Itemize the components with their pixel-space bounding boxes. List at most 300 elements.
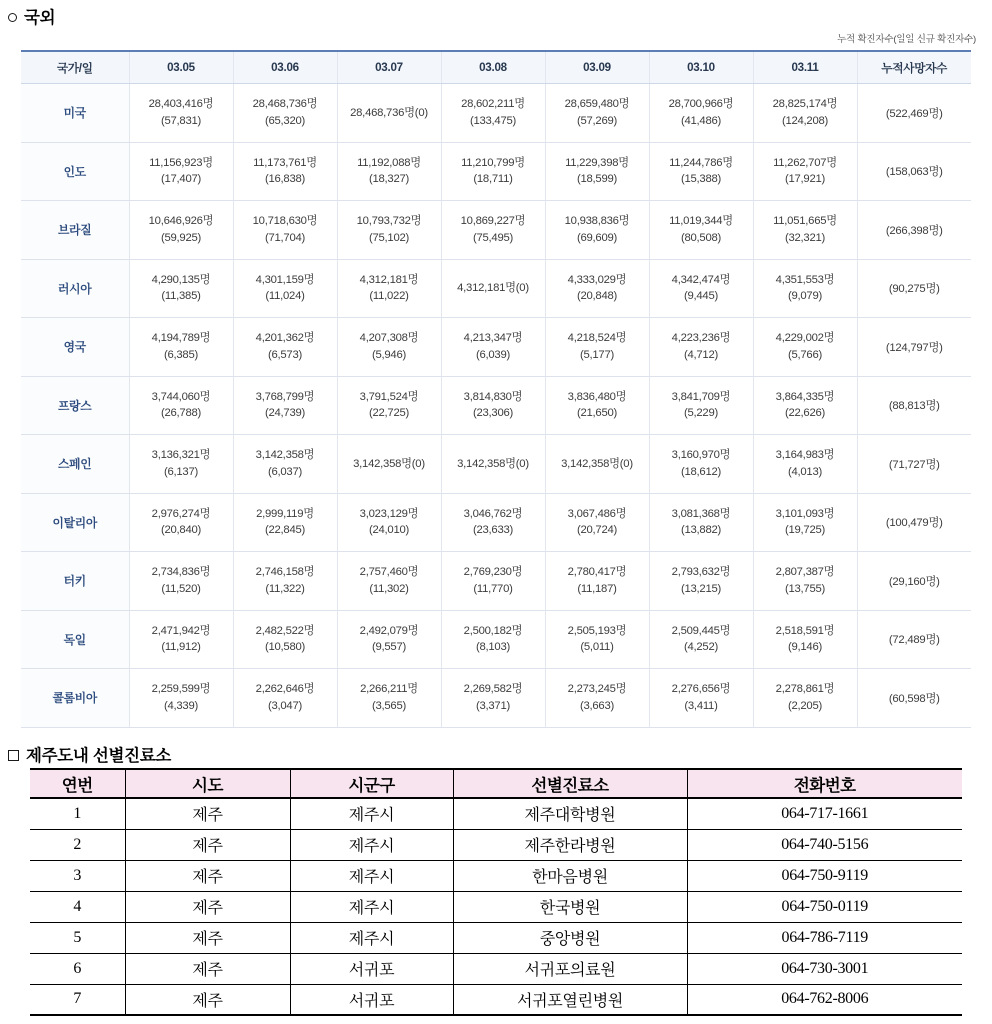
case-count-cell — [233, 318, 337, 377]
new-cases: (5,177) — [579, 348, 615, 361]
country-name-cell: 이탈리아 — [21, 493, 129, 552]
case-count-cell — [753, 201, 857, 260]
new-cases: (57,831) — [160, 114, 202, 127]
case-count-cell — [129, 610, 233, 669]
new-cases: (9,557) — [371, 641, 407, 654]
new-cases: (11,385) — [161, 290, 201, 303]
new-cases: (4,013) — [787, 465, 823, 478]
cumulative-cases: 4,342,474명 — [671, 273, 731, 286]
clinic-sido-cell: 제주 — [125, 860, 290, 891]
new-cases: (5,766) — [787, 348, 823, 361]
cumulative-cases: 10,869,227명 — [460, 215, 526, 228]
new-cases: (75,495) — [472, 231, 514, 244]
cumulative-cases: 3,081,368명 — [671, 507, 731, 520]
square-bullet-icon — [8, 750, 19, 761]
new-cases: (19,725) — [784, 524, 826, 537]
case-count-cell — [649, 435, 753, 494]
case-count-cell — [337, 552, 441, 611]
clinic-name-cell: 중앙병원 — [453, 922, 687, 953]
case-count-cell — [233, 493, 337, 552]
case-count-cell — [649, 259, 753, 318]
clinic-no-cell: 6 — [30, 953, 125, 984]
table-row — [30, 891, 962, 922]
cumulative-cases: 11,192,088명 — [357, 156, 421, 169]
country-name-cell: 브라질 — [21, 201, 129, 260]
clinic-sigungu-cell: 서귀포 — [290, 984, 453, 1015]
cumulative-cases: 4,218,524명 — [567, 332, 627, 345]
overseas-table-body — [21, 84, 971, 728]
case-count-cell — [129, 435, 233, 494]
new-cases: (18,612) — [680, 465, 722, 478]
column-header-0311: 03.11 — [753, 51, 857, 84]
case-count-cell — [233, 669, 337, 728]
table-row — [21, 376, 971, 435]
cumulative-cases: 4,213,347명 — [463, 332, 523, 345]
cumulative-cases: 2,505,193명 — [567, 624, 627, 637]
case-count-cell — [753, 142, 857, 201]
table-row — [21, 435, 971, 494]
clinic-sigungu-cell: 제주시 — [290, 860, 453, 891]
case-count-cell — [337, 201, 441, 260]
new-cases: (6,385) — [163, 348, 199, 361]
case-count-cell — [441, 142, 545, 201]
cumulative-deaths-cell: (90,275명) — [857, 259, 971, 318]
cumulative-cases-inline: 3,142,358명(0) — [353, 457, 425, 470]
cumulative-cases: 2,262,646명 — [255, 683, 315, 696]
new-cases: (41,486) — [680, 114, 722, 127]
column-header-0309: 03.09 — [545, 51, 649, 84]
new-cases: (9,445) — [683, 290, 719, 303]
cumulative-deaths-cell: (124,797명) — [857, 318, 971, 377]
country-name-cell: 프랑스 — [21, 376, 129, 435]
new-cases: (4,339) — [163, 699, 199, 712]
cumulative-cases: 28,700,966명 — [668, 98, 734, 111]
cumulative-cases: 2,757,460명 — [359, 566, 419, 579]
case-count-cell — [753, 552, 857, 611]
case-count-cell — [649, 610, 753, 669]
table-row — [21, 201, 971, 260]
cumulative-cases: 11,156,923명 — [149, 156, 213, 169]
new-cases: (16,838) — [264, 173, 306, 186]
column-header-0306: 03.06 — [233, 51, 337, 84]
country-name-cell: 러시아 — [21, 259, 129, 318]
cumulative-cases: 4,290,135명 — [151, 273, 211, 286]
new-cases: (21,650) — [576, 407, 618, 420]
new-cases: (13,215) — [680, 582, 722, 595]
case-count-cell — [129, 84, 233, 143]
cumulative-cases: 2,492,079명 — [359, 624, 419, 637]
new-cases: (124,208) — [781, 114, 829, 127]
case-count-cell — [545, 552, 649, 611]
overseas-heading-label: 국외 — [24, 9, 56, 27]
cumulative-cases: 2,276,656명 — [671, 683, 731, 696]
cumulative-cases: 3,836,480명 — [567, 390, 627, 403]
new-cases: (20,724) — [576, 524, 618, 537]
cumulative-cases: 2,999,119명 — [256, 507, 314, 520]
clinic-no-cell: 4 — [30, 891, 125, 922]
cumulative-cases: 4,312,181명 — [359, 273, 419, 286]
new-cases: (69,609) — [576, 231, 618, 244]
cumulative-cases: 11,173,761명 — [253, 156, 317, 169]
country-name-cell: 터키 — [21, 552, 129, 611]
cumulative-cases: 3,864,335명 — [775, 390, 835, 403]
cumulative-cases: 3,768,799명 — [255, 390, 315, 403]
cumulative-cases: 3,136,321명 — [151, 449, 211, 462]
new-cases: (80,508) — [680, 231, 722, 244]
clinic-no-cell: 2 — [30, 829, 125, 860]
column-header-country: 국가/일 — [21, 51, 129, 84]
cumulative-cases: 28,659,480명 — [564, 98, 630, 111]
case-count-cell — [649, 669, 753, 728]
clinic-no-cell: 1 — [30, 798, 125, 829]
case-count-cell — [649, 84, 753, 143]
case-count-cell — [649, 493, 753, 552]
new-cases: (5,946) — [371, 348, 407, 361]
cumulative-cases: 2,518,591명 — [775, 624, 835, 637]
table-row — [21, 669, 971, 728]
case-count-cell — [649, 201, 753, 260]
cumulative-cases: 2,269,582명 — [463, 683, 523, 696]
table-row — [30, 860, 962, 891]
new-cases: (11,022) — [369, 290, 409, 303]
new-cases: (3,663) — [579, 699, 615, 712]
case-count-cell — [545, 435, 649, 494]
cumulative-deaths-cell: (522,469명) — [857, 84, 971, 143]
new-cases: (11,322) — [265, 582, 305, 595]
case-count-cell — [337, 669, 441, 728]
new-cases: (15,388) — [680, 173, 722, 186]
clinic-no-cell: 7 — [30, 984, 125, 1015]
clinic-sido-cell: 제주 — [125, 922, 290, 953]
clinic-name-cell: 서귀포열린병원 — [453, 984, 687, 1015]
case-count-cell — [441, 376, 545, 435]
case-count-cell — [441, 259, 545, 318]
new-cases: (23,633) — [472, 524, 514, 537]
clinic-sigungu-cell: 제주시 — [290, 891, 453, 922]
clinic-no-cell: 3 — [30, 860, 125, 891]
cumulative-cases: 11,244,786명 — [669, 156, 733, 169]
cumulative-cases: 2,807,387명 — [775, 566, 835, 579]
cumulative-cases: 3,101,093명 — [775, 507, 835, 520]
cumulative-cases: 10,938,836명 — [564, 215, 630, 228]
cumulative-cases: 28,825,174명 — [772, 98, 838, 111]
case-count-cell — [337, 84, 441, 143]
cumulative-cases: 10,793,732명 — [356, 215, 422, 228]
cumulative-cases: 2,482,522명 — [255, 624, 315, 637]
case-count-cell — [545, 259, 649, 318]
cumulative-cases: 2,769,230명 — [463, 566, 523, 579]
case-count-cell — [233, 259, 337, 318]
table-row — [21, 610, 971, 669]
cumulative-cases: 2,793,632명 — [671, 566, 731, 579]
case-count-cell — [753, 669, 857, 728]
new-cases: (11,302) — [369, 582, 409, 595]
cumulative-cases: 2,976,274명 — [151, 507, 211, 520]
case-count-cell — [233, 376, 337, 435]
clinic-sigungu-cell: 제주시 — [290, 798, 453, 829]
new-cases: (24,010) — [368, 524, 410, 537]
country-name-cell: 스페인 — [21, 435, 129, 494]
case-count-cell — [441, 669, 545, 728]
new-cases: (11,912) — [161, 641, 201, 654]
new-cases: (5,011) — [580, 641, 614, 654]
clinic-sigungu-cell: 서귀포 — [290, 953, 453, 984]
country-name-cell: 독일 — [21, 610, 129, 669]
column-header-no: 연번 — [30, 769, 125, 798]
clinic-sido-cell: 제주 — [125, 891, 290, 922]
table-row — [21, 259, 971, 318]
clinic-no-cell: 5 — [30, 922, 125, 953]
cumulative-cases: 10,718,630명 — [252, 215, 318, 228]
case-count-cell — [129, 552, 233, 611]
clinic-phone-cell: 064-786-7119 — [687, 922, 962, 953]
case-count-cell — [129, 493, 233, 552]
new-cases: (22,725) — [368, 407, 410, 420]
new-cases: (4,712) — [683, 348, 719, 361]
cumulative-cases: 11,019,344명 — [669, 215, 733, 228]
clinic-header-row — [30, 769, 962, 798]
case-count-cell — [545, 376, 649, 435]
overseas-table-caption: 누적 확진자수(일일 신규 확진자수) — [837, 34, 976, 45]
column-header-0310: 03.10 — [649, 51, 753, 84]
clinic-table-body — [30, 798, 962, 1015]
cumulative-deaths-cell: (29,160명) — [857, 552, 971, 611]
new-cases: (9,146) — [787, 641, 823, 654]
cumulative-cases: 28,468,736명 — [252, 98, 318, 111]
new-cases: (11,187) — [577, 582, 617, 595]
clinic-phone-cell: 064-750-0119 — [687, 891, 962, 922]
table-row — [30, 798, 962, 829]
cumulative-deaths-cell: (100,479명) — [857, 493, 971, 552]
case-count-cell — [753, 435, 857, 494]
cumulative-cases: 4,194,789명 — [151, 332, 211, 345]
column-header-sigungu: 시군구 — [290, 769, 453, 798]
cumulative-cases: 11,229,398명 — [565, 156, 629, 169]
clinic-name-cell: 제주대학병원 — [453, 798, 687, 829]
clinic-name-cell: 서귀포의료원 — [453, 953, 687, 984]
new-cases: (5,229) — [683, 407, 719, 420]
clinic-name-cell: 한마음병원 — [453, 860, 687, 891]
case-count-cell — [337, 318, 441, 377]
new-cases: (11,024) — [265, 290, 305, 303]
table-row — [21, 142, 971, 201]
case-count-cell — [545, 84, 649, 143]
new-cases: (11,520) — [161, 582, 201, 595]
column-header-cumulative-deaths: 누적사망자수 — [857, 51, 971, 84]
new-cases: (71,704) — [264, 231, 306, 244]
new-cases: (24,739) — [264, 407, 306, 420]
clinic-sigungu-cell: 제주시 — [290, 922, 453, 953]
clinic-sigungu-cell: 제주시 — [290, 829, 453, 860]
new-cases: (3,565) — [371, 699, 407, 712]
cumulative-deaths-cell: (72,489명) — [857, 610, 971, 669]
case-count-cell — [545, 142, 649, 201]
cumulative-cases: 2,746,158명 — [255, 566, 315, 579]
new-cases: (13,755) — [784, 582, 826, 595]
overseas-covid-table — [21, 50, 971, 728]
cumulative-cases: 2,278,861명 — [775, 683, 835, 696]
clinic-sido-cell: 제주 — [125, 798, 290, 829]
overseas-table-container — [21, 50, 971, 728]
case-count-cell — [129, 669, 233, 728]
cumulative-cases: 4,207,308명 — [359, 332, 419, 345]
new-cases: (32,321) — [784, 231, 826, 244]
new-cases: (75,102) — [368, 231, 410, 244]
column-header-clinic-name: 선별진료소 — [453, 769, 687, 798]
cumulative-deaths-cell: (71,727명) — [857, 435, 971, 494]
clinic-phone-cell: 064-717-1661 — [687, 798, 962, 829]
table-row — [30, 829, 962, 860]
cumulative-cases: 3,164,983명 — [775, 449, 835, 462]
new-cases: (17,921) — [784, 173, 826, 186]
table-row — [30, 953, 962, 984]
case-count-cell — [337, 142, 441, 201]
clinic-name-cell: 제주한라병원 — [453, 829, 687, 860]
table-row — [21, 318, 971, 377]
case-count-cell — [753, 493, 857, 552]
cumulative-cases: 10,646,926명 — [148, 215, 214, 228]
case-count-cell — [441, 84, 545, 143]
overseas-section-heading — [8, 4, 55, 28]
cumulative-deaths-cell: (88,813명) — [857, 376, 971, 435]
case-count-cell — [129, 318, 233, 377]
clinic-phone-cell: 064-762-8006 — [687, 984, 962, 1015]
case-count-cell — [337, 376, 441, 435]
cumulative-cases: 28,602,211명 — [461, 98, 525, 111]
cumulative-cases-inline: 4,312,181명(0) — [457, 282, 529, 295]
country-name-cell: 미국 — [21, 84, 129, 143]
new-cases: (20,848) — [576, 290, 618, 303]
case-count-cell — [649, 318, 753, 377]
case-count-cell — [233, 435, 337, 494]
case-count-cell — [233, 552, 337, 611]
clinic-heading-label: 제주도내 선별진료소 — [26, 747, 172, 765]
case-count-cell — [441, 610, 545, 669]
new-cases: (11,770) — [473, 582, 513, 595]
case-count-cell — [441, 318, 545, 377]
cumulative-cases: 3,046,762명 — [463, 507, 523, 520]
case-count-cell — [233, 201, 337, 260]
column-header-0307: 03.07 — [337, 51, 441, 84]
cumulative-cases: 3,160,970명 — [671, 449, 731, 462]
case-count-cell — [545, 610, 649, 669]
case-count-cell — [129, 259, 233, 318]
clinic-sido-cell: 제주 — [125, 829, 290, 860]
new-cases: (17,407) — [160, 173, 202, 186]
clinic-sido-cell: 제주 — [125, 953, 290, 984]
cumulative-cases: 11,210,799명 — [461, 156, 525, 169]
cumulative-cases: 11,051,665명 — [773, 215, 837, 228]
case-count-cell — [337, 493, 441, 552]
country-name-cell: 영국 — [21, 318, 129, 377]
cumulative-deaths-cell: (60,598명) — [857, 669, 971, 728]
new-cases: (20,840) — [160, 524, 202, 537]
cumulative-cases: 4,201,362명 — [255, 332, 315, 345]
new-cases: (26,788) — [160, 407, 202, 420]
cumulative-cases: 3,023,129명 — [359, 507, 419, 520]
clinic-phone-cell: 064-740-5156 — [687, 829, 962, 860]
case-count-cell — [337, 435, 441, 494]
new-cases: (22,626) — [784, 407, 826, 420]
case-count-cell — [129, 201, 233, 260]
new-cases: (10,580) — [264, 641, 306, 654]
new-cases: (6,137) — [163, 465, 199, 478]
case-count-cell — [545, 669, 649, 728]
case-count-cell — [233, 142, 337, 201]
clinic-sido-cell: 제주 — [125, 984, 290, 1015]
new-cases: (13,882) — [680, 524, 722, 537]
column-header-phone: 전화번호 — [687, 769, 962, 798]
cumulative-cases: 3,067,486명 — [567, 507, 627, 520]
cumulative-cases: 3,744,060명 — [151, 390, 211, 403]
case-count-cell — [441, 552, 545, 611]
cumulative-cases: 3,142,358명 — [255, 449, 315, 462]
cumulative-cases: 4,333,029명 — [567, 273, 627, 286]
new-cases: (18,327) — [368, 173, 410, 186]
new-cases: (6,573) — [267, 348, 303, 361]
case-count-cell — [337, 610, 441, 669]
clinic-name-cell: 한국병원 — [453, 891, 687, 922]
case-count-cell — [753, 259, 857, 318]
new-cases: (18,711) — [473, 173, 513, 186]
table-row — [21, 493, 971, 552]
cumulative-deaths-cell: (266,398명) — [857, 201, 971, 260]
case-count-cell — [649, 142, 753, 201]
cumulative-cases: 4,351,553명 — [775, 273, 835, 286]
new-cases: (23,306) — [472, 407, 514, 420]
cumulative-cases-inline: 3,142,358명(0) — [457, 457, 529, 470]
case-count-cell — [441, 435, 545, 494]
column-header-0305: 03.05 — [129, 51, 233, 84]
column-header-sido: 시도 — [125, 769, 290, 798]
new-cases: (6,037) — [267, 465, 303, 478]
table-row — [30, 922, 962, 953]
case-count-cell — [233, 84, 337, 143]
cumulative-cases: 3,814,830명 — [463, 390, 523, 403]
new-cases: (4,252) — [683, 641, 719, 654]
case-count-cell — [129, 142, 233, 201]
new-cases: (3,371) — [475, 699, 511, 712]
cumulative-cases: 11,262,707명 — [773, 156, 837, 169]
cumulative-cases: 2,734,836명 — [151, 566, 211, 579]
cumulative-cases: 4,229,002명 — [775, 332, 835, 345]
cumulative-cases: 3,791,524명 — [359, 390, 419, 403]
cumulative-cases: 4,223,236명 — [671, 332, 731, 345]
case-count-cell — [545, 318, 649, 377]
new-cases: (3,411) — [684, 699, 718, 712]
table-row — [30, 984, 962, 1015]
cumulative-cases: 2,500,182명 — [463, 624, 523, 637]
case-count-cell — [649, 376, 753, 435]
cumulative-cases-inline: 3,142,358명(0) — [561, 457, 633, 470]
clinic-phone-cell: 064-750-9119 — [687, 860, 962, 891]
column-header-0308: 03.08 — [441, 51, 545, 84]
overseas-header-row — [21, 51, 971, 84]
case-count-cell — [753, 318, 857, 377]
screening-clinic-table — [30, 768, 962, 1016]
case-count-cell — [337, 259, 441, 318]
country-name-cell: 인도 — [21, 142, 129, 201]
table-row — [21, 84, 971, 143]
new-cases: (65,320) — [264, 114, 306, 127]
case-count-cell — [441, 493, 545, 552]
new-cases: (18,599) — [576, 173, 618, 186]
new-cases: (3,047) — [267, 699, 303, 712]
case-count-cell — [753, 84, 857, 143]
table-row — [21, 552, 971, 611]
case-count-cell — [545, 201, 649, 260]
case-count-cell — [753, 610, 857, 669]
